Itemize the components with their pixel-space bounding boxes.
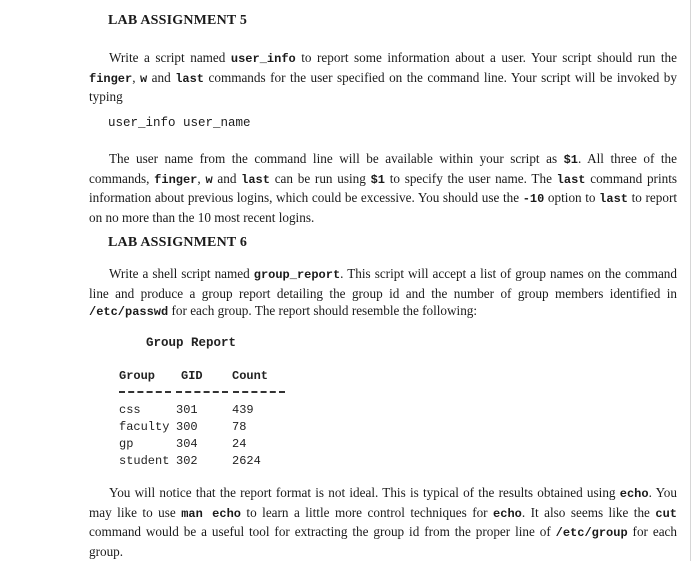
lab5-heading: LAB ASSIGNMENT 5 — [108, 13, 248, 28]
report-cell: gp — [119, 437, 134, 451]
lab6-paragraph-1: Write a shell script named group_report. This script will accept a list of group names on the command line and produce a group report detailing the group id and the number of group members identified in /etc/passwd for each group. The report should resemble the following: — [89, 266, 677, 320]
report-cell: 78 — [232, 420, 247, 434]
report-cell: 439 — [232, 403, 254, 417]
report-cell: faculty — [119, 420, 170, 434]
report-cell: 300 — [176, 420, 198, 434]
report-cell: 2624 — [232, 454, 261, 468]
report-header-gid: GID — [181, 369, 203, 383]
report-header-count: Count — [232, 369, 269, 383]
command-example: user_info user_name — [108, 116, 251, 130]
page-edge-line — [690, 0, 691, 561]
report-cell: 304 — [176, 437, 198, 451]
report-cell: student — [119, 454, 170, 468]
lab6-heading: LAB ASSIGNMENT 6 — [108, 235, 248, 250]
report-cell: 302 — [176, 454, 198, 468]
report-header-group: Group — [119, 369, 156, 383]
lab5-paragraph-2: The user name from the command line will be available within your script as $1. All three of the commands, finger, w and last can be run using $1 to specify the user name. The last command prints information about previous logins, which could be excessive. You should use the -10 option to last to report on no more than the 10 most recent logins. — [89, 151, 678, 225]
lab6-paragraph-2: You will notice that the report format is not ideal. This is typical of the results obtained using echo. You may like to use man echo to learn a little more control techniques for echo. It also seems like the cut command would be a useful tool for extracting the group id from the proper line of /etc/group for each group. — [89, 485, 677, 559]
report-cell: 24 — [232, 437, 247, 451]
report-rule-gid — [176, 391, 228, 393]
report-title: Group Report — [146, 336, 237, 350]
lab5-paragraph-1: Write a script named user_info to report some information about a user. Your script should run the finger, w and last commands for the user specified on the command line. Your script will be invoked by typing — [89, 50, 678, 105]
report-rule-count — [233, 391, 285, 393]
report-rule-group — [119, 391, 171, 393]
report-cell: 301 — [176, 403, 198, 417]
report-cell: css — [119, 403, 141, 417]
